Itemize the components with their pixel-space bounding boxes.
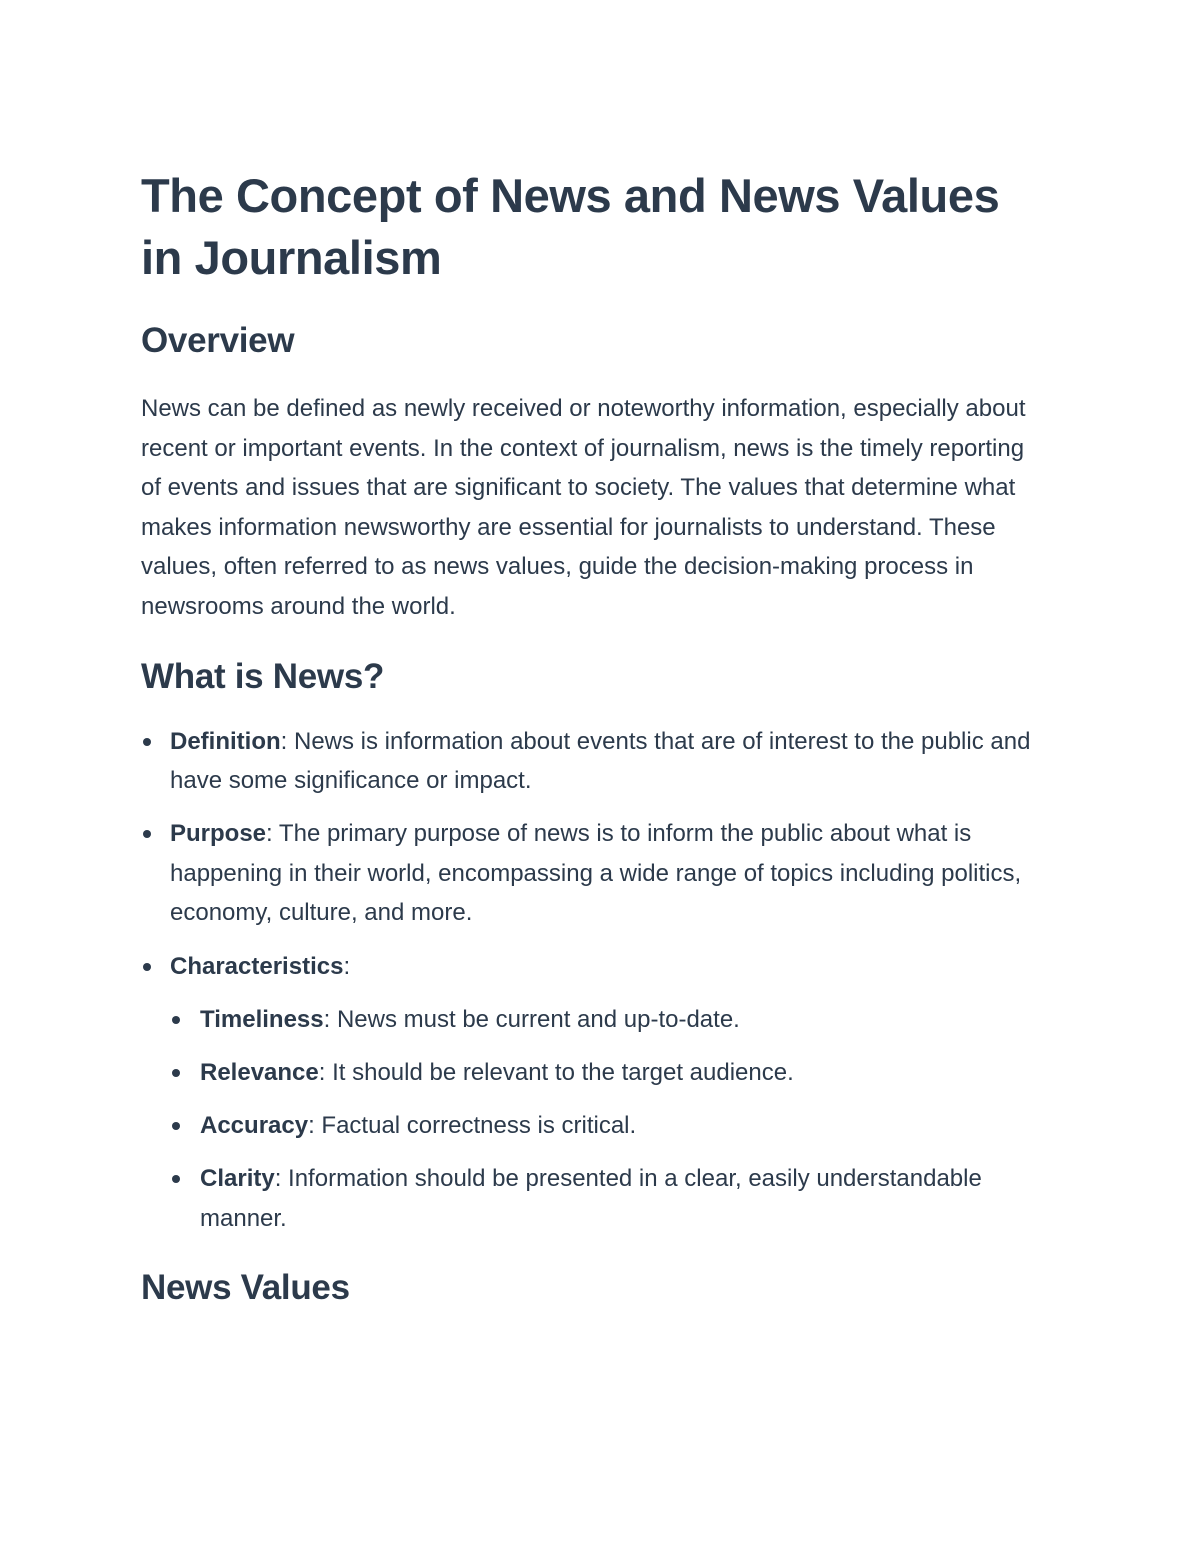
sublist-item-timeliness bbox=[170, 1000, 1046, 1040]
news-values-heading: News Values bbox=[141, 1268, 350, 1308]
definition-text: : News is information about events that are of interest to the public and have some significance or impact. bbox=[170, 727, 1031, 795]
overview-heading: Overview bbox=[141, 321, 295, 360]
timeliness-text: : News must be current and up-to-date. bbox=[323, 1005, 740, 1033]
page-title: The Concept of News and News Values in Journalism bbox=[141, 169, 1000, 284]
document-page bbox=[141, 165, 1046, 1310]
list-item-definition bbox=[141, 722, 1046, 801]
relevance-text: : It should be relevant to the target audience. bbox=[318, 1058, 794, 1086]
what-is-news-list bbox=[141, 722, 1046, 1239]
term-timeliness: Timeliness bbox=[200, 1005, 324, 1033]
sublist-item-clarity bbox=[170, 1159, 1046, 1238]
sublist-item-accuracy bbox=[170, 1106, 1046, 1146]
sublist-item-relevance bbox=[170, 1053, 1046, 1093]
term-accuracy: Accuracy bbox=[200, 1111, 309, 1139]
accuracy-text: : Factual correctness is critical. bbox=[308, 1111, 637, 1139]
characteristics-sublist bbox=[170, 1000, 1046, 1238]
term-purpose: Purpose bbox=[170, 820, 267, 848]
list-item-purpose bbox=[141, 814, 1046, 933]
what-is-news-heading: What is News? bbox=[141, 656, 385, 696]
purpose-text: : The primary purpose of news is to inform the public about what is happening in their world, encompassing a wide range of topics including politics, economy, culture, and more. bbox=[170, 820, 1022, 927]
characteristics-text: : bbox=[343, 952, 351, 980]
term-definition: Definition bbox=[170, 727, 281, 755]
list-item-characteristics bbox=[141, 947, 1046, 1239]
clarity-text: : Information should be presented in a clear, easily understandable manner. bbox=[200, 1164, 982, 1232]
term-characteristics: Characteristics bbox=[170, 952, 344, 980]
overview-paragraph: News can be defined as newly received or noteworthy information, especially about recent or important events. In the context of journalism, news is the timely reporting of events and issues that are significant to society. The values that determine what makes information newsworthy are essential for journalists to understand. These values, often referred to as news values, guide the decision-making process in newsrooms around the world. bbox=[141, 395, 1026, 620]
term-relevance: Relevance bbox=[200, 1058, 319, 1086]
term-clarity: Clarity bbox=[200, 1164, 275, 1192]
